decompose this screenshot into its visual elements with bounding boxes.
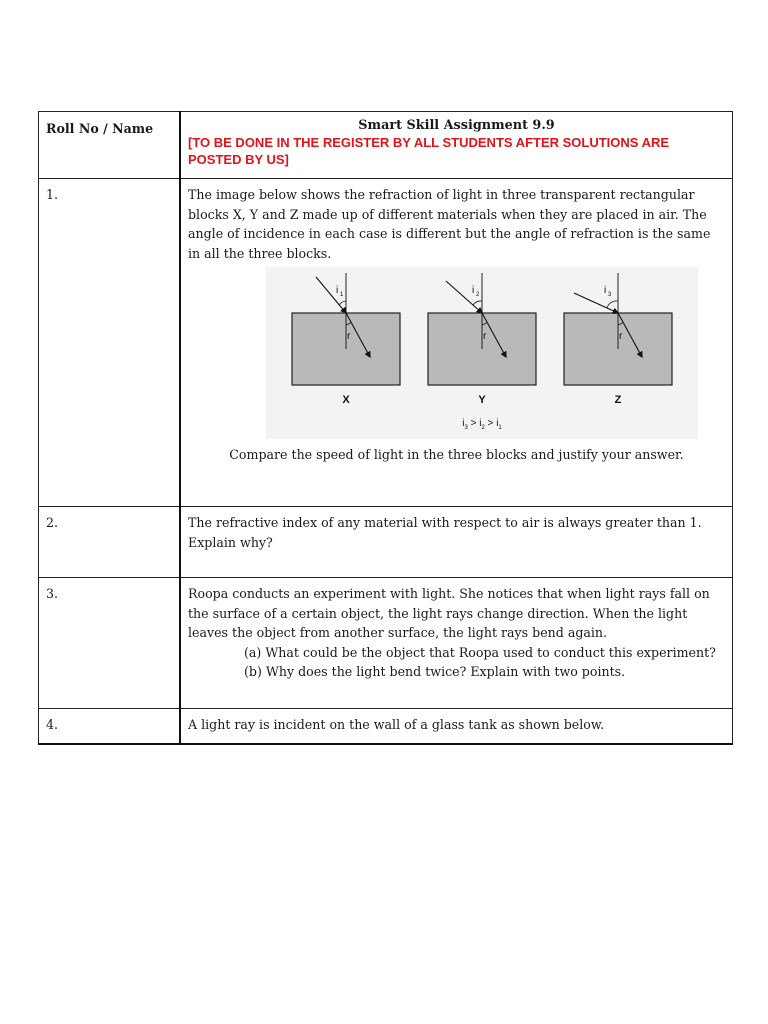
refraction-label: r (483, 331, 487, 343)
assignment-title: Smart Skill Assignment 9.9 (358, 118, 555, 133)
question-row-4 (39, 709, 733, 744)
block-x (292, 273, 400, 406)
refraction-label: r (619, 331, 623, 343)
question-prompt: Compare the speed of light in the three blocks and justify your answer. (229, 447, 684, 463)
incidence-subscript: 3 (608, 292, 612, 299)
question-number: 1. (39, 179, 181, 507)
refraction-figure (266, 267, 698, 439)
incidence-subscript: 1 (340, 292, 344, 299)
sub-question-b: (b) Why does the light bend twice? Explain with two points. (244, 664, 626, 680)
question-text: Roopa conducts an experiment with light. She notices that when light rays fall on the surface of a certain object, the light rays change direction. When the light leaves the object from another surface, the light rays bend again. (188, 586, 710, 641)
question-number: 3. (39, 578, 181, 709)
question-text: A light ray is incident on the wall of a glass tank as shown below. (180, 709, 733, 744)
question-number: 4. (39, 709, 181, 744)
question-text: The image below shows the refraction of light in three transparent rectangular blocks X, Y and Z made up of different materials when they are placed in air. The angle of incidence in each case is different but the angle of refraction is the same in all the three blocks. (188, 187, 711, 261)
question-row-1 (39, 179, 733, 507)
header-row (39, 112, 733, 179)
block-label: Z (614, 394, 622, 407)
block-label: Y (478, 394, 486, 407)
instruction-text: [TO BE DONE IN THE REGISTER BY ALL STUDENTS AFTER SOLUTIONS ARE POSTED BY US] (188, 135, 670, 167)
incidence-label: i (472, 285, 475, 297)
assignment-table (38, 111, 733, 745)
block-z (564, 273, 672, 406)
question-text: The refractive index of any material with respect to air is always greater than 1. Explain why? (180, 507, 733, 578)
question-cell (180, 578, 733, 709)
block-label: X (342, 394, 350, 407)
header-cell (180, 112, 733, 179)
sub-question-a: (a) What could be the object that Roopa used to conduct this experiment? (244, 644, 716, 660)
question-row-2 (39, 507, 733, 578)
question-row-3 (39, 578, 733, 709)
angle-relation: $i_3 > i_2 > i_1$ (462, 418, 502, 432)
block-y (428, 273, 536, 406)
refraction-label: r (347, 331, 351, 343)
question-cell (180, 179, 733, 507)
incidence-subscript: 2 (476, 292, 480, 299)
incidence-label: i (604, 285, 607, 297)
roll-name-label: Roll No / Name (39, 112, 181, 179)
incidence-label: i (336, 285, 339, 297)
question-number: 2. (39, 507, 181, 578)
